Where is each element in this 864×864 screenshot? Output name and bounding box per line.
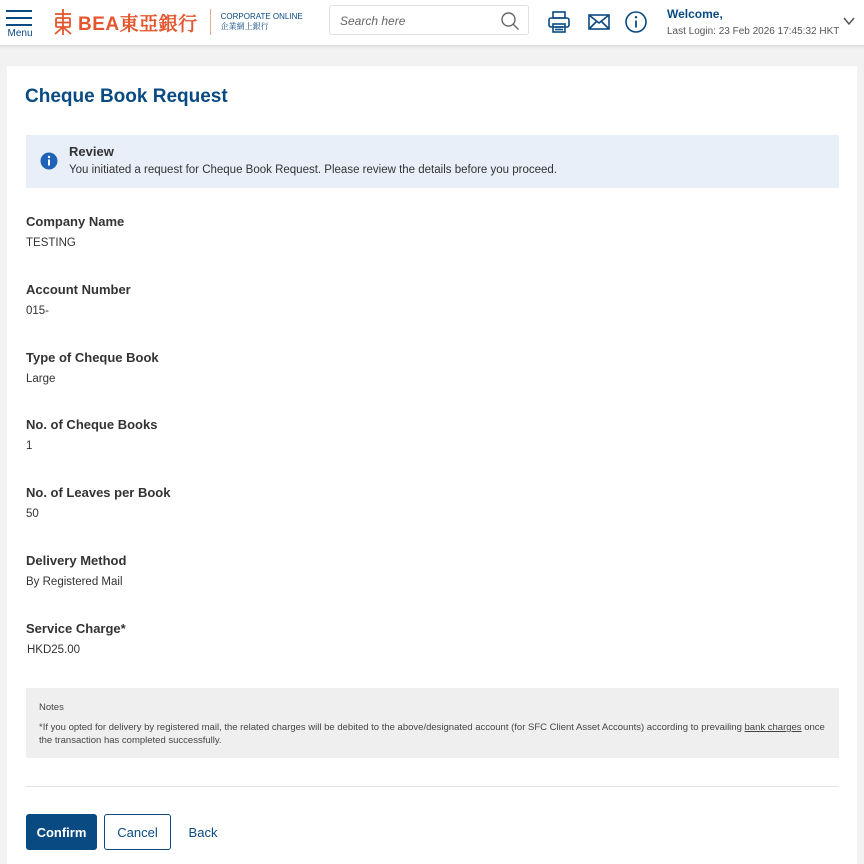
- search-icon[interactable]: [500, 11, 520, 31]
- field-value: 015-: [26, 305, 50, 317]
- main-card: [7, 66, 857, 864]
- chevron-down-icon[interactable]: [842, 14, 856, 28]
- notes-text-after: once the transaction has completed successfully.: [39, 722, 825, 746]
- search-box: [329, 5, 529, 35]
- notes-text-before: *If you opted for delivery by registered mail, the related charges will be debited to the above/designated account (for SFC Client Asset Accounts) according to prevailing: [39, 722, 745, 733]
- divider: [26, 786, 839, 787]
- menu-button[interactable]: [4, 8, 36, 42]
- last-login-text: Last Login: 23 Feb 2026 17:45:32 HKT: [667, 26, 840, 37]
- bea-logo[interactable]: [52, 6, 303, 38]
- field-value: TESTING: [26, 237, 76, 249]
- cancel-button[interactable]: Cancel: [104, 814, 171, 850]
- field-value: By Registered Mail: [26, 576, 123, 588]
- hamburger-icon-bar: [6, 24, 32, 26]
- alert-text: You initiated a request for Cheque Book Request. Please review the details before you proceed.: [69, 164, 557, 176]
- field-value: 50: [26, 508, 39, 520]
- field-label: No. of Leaves per Book: [26, 485, 171, 500]
- page-title: Cheque Book Request: [25, 86, 228, 107]
- field-delivery-method: [26, 553, 526, 588]
- welcome-text: Welcome,: [667, 7, 723, 21]
- brand-name: BEA東亞銀行: [78, 13, 198, 35]
- logo-subtitle: [221, 12, 303, 32]
- field-account-number: [26, 282, 526, 317]
- logo-subtitle-zh: 企業網上銀行: [220, 22, 269, 31]
- confirm-button[interactable]: Confirm: [26, 814, 97, 850]
- field-label: Company Name: [26, 214, 125, 229]
- search-input[interactable]: [340, 12, 500, 30]
- field-label: Account Number: [26, 282, 131, 297]
- field-value: HKD25.00: [27, 644, 81, 656]
- top-header: [0, 0, 864, 46]
- mail-icon[interactable]: [587, 10, 611, 34]
- review-alert: [26, 135, 839, 188]
- alert-title: Review: [69, 144, 114, 159]
- menu-label: Menu: [7, 28, 33, 39]
- field-cheque-book-type: [26, 350, 526, 385]
- info-icon[interactable]: [624, 10, 648, 34]
- logo-subtitle-en: CORPORATE ONLINE: [220, 12, 303, 21]
- info-circle-icon: [40, 152, 58, 170]
- notes-box: [26, 688, 839, 758]
- bea-emblem-icon: [52, 8, 74, 36]
- welcome-block: [667, 7, 847, 37]
- logo-divider: [210, 9, 211, 35]
- field-label: No. of Cheque Books: [26, 417, 158, 432]
- hamburger-icon: [6, 10, 32, 12]
- field-label: Type of Cheque Book: [26, 350, 159, 365]
- bank-charges-link[interactable]: bank charges: [744, 722, 802, 733]
- print-icon[interactable]: [547, 10, 571, 34]
- field-label: Service Charge*: [26, 621, 126, 636]
- hamburger-icon-bar: [6, 17, 32, 19]
- field-company-name: [26, 214, 526, 249]
- notes-text: [39, 721, 829, 747]
- field-value: 1: [26, 440, 33, 452]
- field-number-of-books: [26, 417, 526, 452]
- back-button[interactable]: Back: [181, 814, 225, 850]
- notes-title: Notes: [39, 702, 64, 713]
- field-leaves-per-book: [26, 485, 526, 520]
- field-service-charge: [26, 621, 526, 656]
- field-value: Large: [26, 373, 56, 385]
- field-label: Delivery Method: [26, 553, 127, 568]
